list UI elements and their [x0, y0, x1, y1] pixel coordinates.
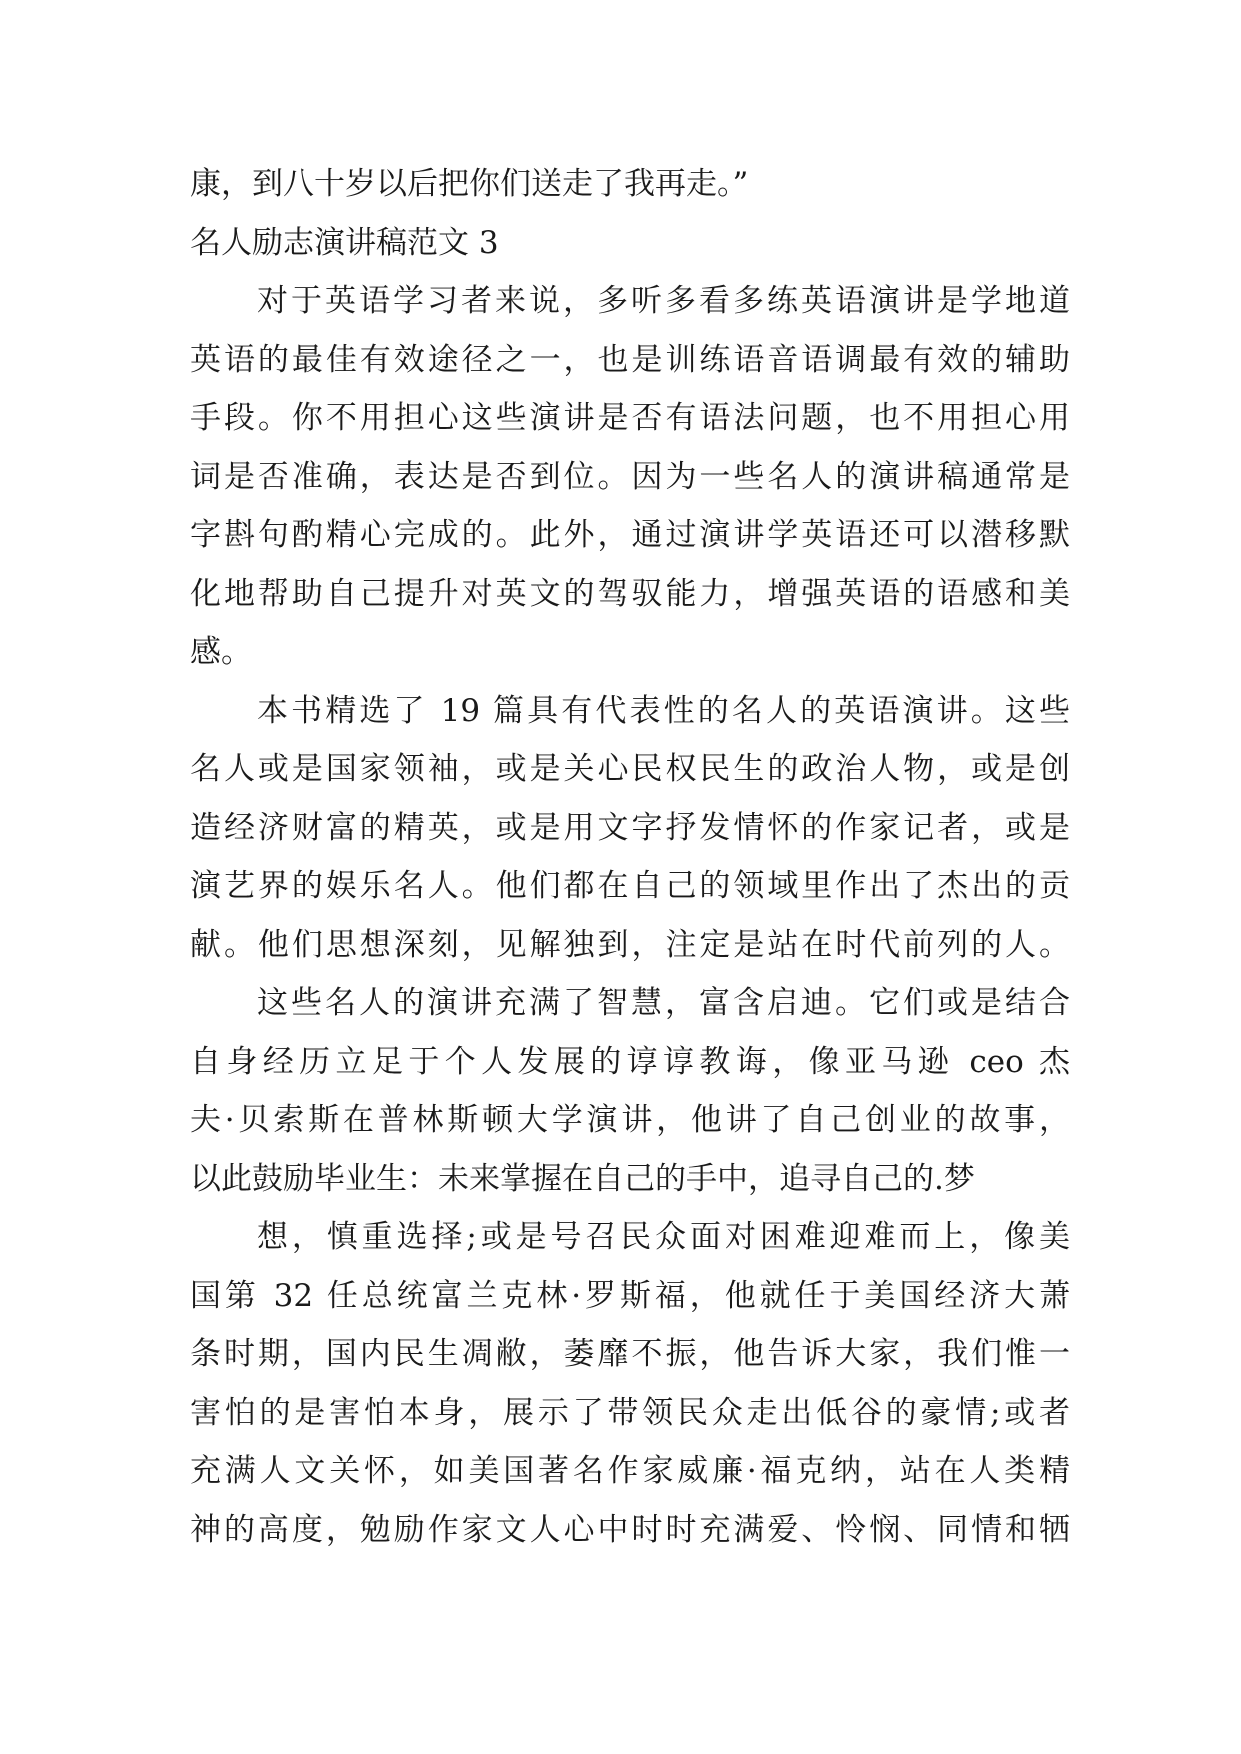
text-line: 条时期，国内民生凋敝，萎靡不振，他告诉大家，我们惟一 — [190, 1336, 1070, 1372]
text-line: 本书精选了 19 篇具有代表性的名人的英语演讲。这些 — [257, 692, 1070, 729]
text-line-top-fragment: 康，到八十岁以后把你们送走了我再走。” — [190, 166, 749, 202]
text-line: 想，慎重选择;或是号召民众面对困难迎难而上，像美 — [257, 1219, 1070, 1255]
text-line: 演艺界的娱乐名人。他们都在自己的领域里作出了杰出的贡 — [190, 868, 1070, 904]
paragraph-2 — [190, 682, 1070, 975]
text-line: 以此鼓励毕业生：未来掌握在自己的手中，追寻自己的.梦 — [190, 1160, 975, 1197]
section-heading: 名人励志演讲稿范文 3 — [190, 224, 499, 261]
text-line: 献。他们思想深刻，见解独到，注定是站在时代前列的人。 — [190, 926, 1070, 963]
text-line: 词是否准确，表达是否到位。因为一些名人的演讲稿通常是 — [190, 458, 1070, 495]
text-line: 这些名人的演讲充满了智慧，富含启迪。它们或是结合 — [257, 985, 1070, 1021]
text-line: 害怕的是害怕本身，展示了带领民众走出低谷的豪情;或者 — [190, 1394, 1070, 1431]
document-body — [190, 155, 1070, 1559]
text-line: 造经济财富的精英，或是用文字抒发情怀的作家记者，或是 — [190, 809, 1070, 846]
text-line: 化地帮助自己提升对英文的驾驭能力，增强英语的语感和美 — [190, 575, 1070, 612]
text-line: 名人或是国家领袖，或是关心民权民生的政治人物，或是创 — [190, 751, 1070, 787]
text-line: 手段。你不用担心这些演讲是否有语法问题，也不用担心用 — [190, 400, 1070, 436]
paragraph-3 — [190, 974, 1070, 1208]
text-line: 英语的最佳有效途径之一，也是训练语音语调最有效的辅助 — [190, 341, 1070, 378]
text-line: 对于英语学习者来说，多听多看多练英语演讲是学地道 — [257, 283, 1070, 319]
text-line: 充满人文关怀，如美国著名作家威廉·福克纳，站在人类精 — [190, 1453, 1070, 1489]
paragraph-4 — [190, 1208, 1070, 1559]
text-line: 国第 32 任总统富兰克林·罗斯福，他就任于美国经济大萧 — [190, 1277, 1070, 1314]
text-line: 夫·贝索斯在普林斯顿大学演讲，他讲了自己创业的故事， — [190, 1102, 1070, 1138]
text-line: 神的高度，勉励作家文人心中时时充满爱、怜悯、同情和牺 — [190, 1511, 1070, 1548]
text-line: 感。 — [190, 634, 252, 670]
text-line: 字斟句酌精心完成的。此外，通过演讲学英语还可以潜移默 — [190, 517, 1070, 553]
paragraph-1 — [190, 272, 1070, 682]
text-line: 自身经历立足于个人发展的谆谆教诲，像亚马逊 ceo 杰 — [190, 1043, 1070, 1080]
